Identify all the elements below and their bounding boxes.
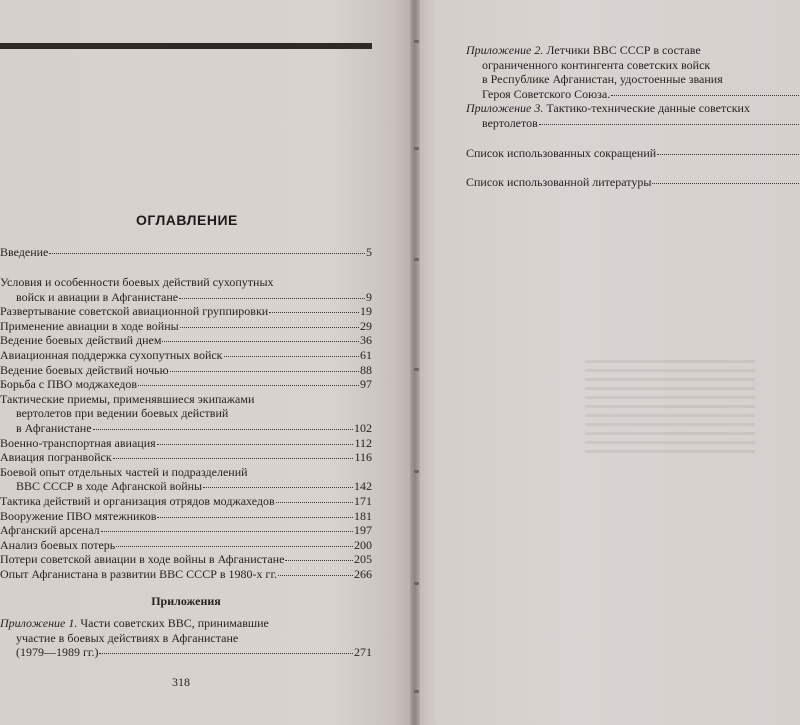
toc-page-number: 112	[354, 435, 372, 450]
toc-appendix-2	[466, 43, 800, 101]
toc-appendix-3	[466, 101, 800, 130]
toc-entry	[0, 523, 372, 538]
binding-stitch	[414, 258, 419, 261]
leader-dots	[285, 560, 353, 561]
toc-entry	[0, 348, 372, 363]
book-gutter	[410, 0, 420, 725]
toc-entry	[0, 494, 372, 509]
leader-dots	[93, 429, 353, 430]
toc-page-number: 29	[360, 318, 372, 333]
toc-entry	[0, 450, 372, 465]
toc-page-number: 88	[360, 362, 372, 377]
toc-page-number: 19	[360, 304, 372, 319]
toc-entry-title-cont: (1979—1989 гг.)	[16, 645, 99, 660]
toc-abbreviations	[466, 146, 800, 161]
toc-entry-title-cont: Героя Советского Союза.	[482, 86, 611, 101]
toc-entry	[0, 377, 372, 392]
toc-entry-title-cont: участие в боевых действиях в Афганистане	[16, 630, 239, 645]
toc-entry-title-cont: ВВС СССР в ходе Афганской войны	[16, 479, 203, 494]
binding-stitch	[414, 470, 419, 473]
toc-page-number: 142	[354, 479, 372, 494]
toc-page-number: 61	[360, 347, 372, 362]
binding-stitch	[414, 690, 419, 693]
toc-entry	[0, 552, 372, 567]
toc-page-number: 200	[354, 537, 372, 552]
toc-entry-title: Применение авиации в ходе войны	[0, 318, 179, 333]
toc-entry-title-cont: вертолетов	[482, 115, 538, 130]
toc-literature	[466, 175, 800, 190]
leader-dots	[157, 517, 353, 518]
toc-page-number: 116	[354, 450, 372, 465]
toc-entry-title: Развертывание советской авиационной группировки	[0, 304, 269, 319]
toc-entry-title: Тактические приемы, применявшиеся экипажами	[0, 391, 255, 406]
toc-entry-title-cont: ограниченного контингента советских войск	[482, 57, 711, 72]
toc-entry-title: Условия и особенности боевых действий сухопутных	[0, 275, 274, 289]
toc-entry-title: Авиационная поддержка сухопутных войск	[0, 347, 223, 362]
toc-entry	[0, 304, 372, 319]
toc-entry-title-cont: в Афганистане	[16, 420, 92, 435]
toc-appendix-1	[0, 616, 372, 660]
toc-entry-title: Боевой опыт отдельных частей и подразделений	[0, 464, 248, 479]
binding-stitch	[414, 147, 419, 150]
binding-stitch	[414, 582, 419, 585]
leader-dots	[138, 385, 359, 386]
leader-dots	[652, 183, 799, 184]
toc-entry-title: Части советских ВВС, принимавшие	[80, 616, 269, 630]
toc-page-number: 102	[354, 420, 372, 435]
toc-page-number: 5	[366, 245, 372, 259]
toc-entry-title: Тактика действий и организация отрядов моджахедов	[0, 493, 275, 508]
toc-entry-title: Список использованных сокращений	[466, 145, 657, 160]
toc-page-number: 171	[354, 493, 372, 508]
toc-entry	[0, 509, 372, 524]
leader-dots	[611, 95, 800, 96]
toc-entry-title: Афганский арсенал	[0, 523, 100, 538]
toc-page-number: 205	[354, 552, 372, 567]
toc-entry	[0, 363, 372, 378]
header-rule	[0, 43, 372, 49]
toc-entry	[0, 275, 372, 304]
toc-intro	[0, 245, 372, 260]
leader-dots	[224, 356, 359, 357]
leader-dots	[269, 312, 359, 313]
leader-dots	[539, 124, 800, 125]
leader-dots	[116, 546, 353, 547]
toc-entry-title-cont: войск и авиации в Афганистане	[16, 289, 179, 304]
leader-dots	[278, 575, 353, 576]
toc-entry	[0, 245, 372, 260]
toc-entry-title: Анализ боевых потерь	[0, 537, 116, 552]
leader-dots	[179, 298, 365, 299]
toc-page-number: 97	[360, 377, 372, 392]
toc-entry	[0, 538, 372, 553]
toc-entry-title: Потери советской авиации в ходе войны в Афганистане	[0, 552, 285, 567]
toc-entry	[0, 319, 372, 334]
leader-dots	[162, 341, 359, 342]
toc-entry-title: Опыт Афганистана в развитии ВВС СССР в 1980-х гг.	[0, 566, 278, 581]
toc-entry	[0, 392, 372, 436]
toc-entry	[0, 436, 372, 451]
leader-dots	[99, 653, 353, 654]
toc-entry-title-cont: вертолетов при ведении боевых действий	[16, 406, 229, 421]
toc-entry-title: Ведение боевых действий днем	[0, 333, 162, 348]
page-title: ОГЛАВЛЕНИЕ	[136, 212, 238, 228]
leader-dots	[657, 154, 799, 155]
toc-list	[0, 275, 372, 581]
toc-right-list	[466, 43, 800, 190]
toc-entry	[0, 567, 372, 582]
appendix-label: Приложение 3.	[466, 101, 544, 116]
leader-dots	[203, 487, 353, 488]
leader-dots	[276, 502, 353, 503]
toc-entry-title: Ведение боевых действий ночью	[0, 362, 169, 377]
leader-dots	[180, 327, 359, 328]
toc-entry-title: Борьба с ПВО моджахедов	[0, 377, 138, 392]
toc-entry-title: Список использованной литературы	[466, 175, 652, 190]
appendix-label: Приложение 2.	[466, 43, 544, 57]
appendix-heading: Приложения	[151, 594, 221, 608]
leader-dots	[113, 458, 354, 459]
toc-entry-title: Авиация погранвойск	[0, 450, 112, 465]
toc-page-number: 271	[354, 645, 372, 660]
toc-page-number: 36	[360, 333, 372, 348]
toc-entry-title: Вооружение ПВО мятежников	[0, 508, 157, 523]
binding-stitch	[414, 40, 419, 43]
page-number: 318	[172, 675, 190, 689]
binding-stitch	[414, 368, 419, 371]
toc-entry-title-cont: в Республике Афганистан, удостоенные звания	[482, 72, 723, 87]
toc-entry-title: Тактико-технические данные советских	[546, 101, 750, 116]
toc-page-number: 197	[354, 523, 372, 538]
toc-page-number: 9	[366, 289, 372, 304]
leader-dots	[101, 531, 353, 532]
toc-entry	[0, 333, 372, 348]
show-through-text	[585, 360, 755, 455]
toc-entry-title: Летчики ВВС СССР в составе	[546, 43, 701, 57]
toc-entry	[0, 465, 372, 494]
leader-dots	[49, 253, 365, 254]
toc-entry-title: Введение	[0, 245, 49, 259]
toc-page-number: 181	[354, 508, 372, 523]
leader-dots	[157, 444, 354, 445]
toc-entry-title: Военно-транспортная авиация	[0, 435, 156, 450]
appendix-label: Приложение 1.	[0, 616, 78, 630]
toc-page-number: 266	[354, 566, 372, 581]
leader-dots	[170, 371, 359, 372]
